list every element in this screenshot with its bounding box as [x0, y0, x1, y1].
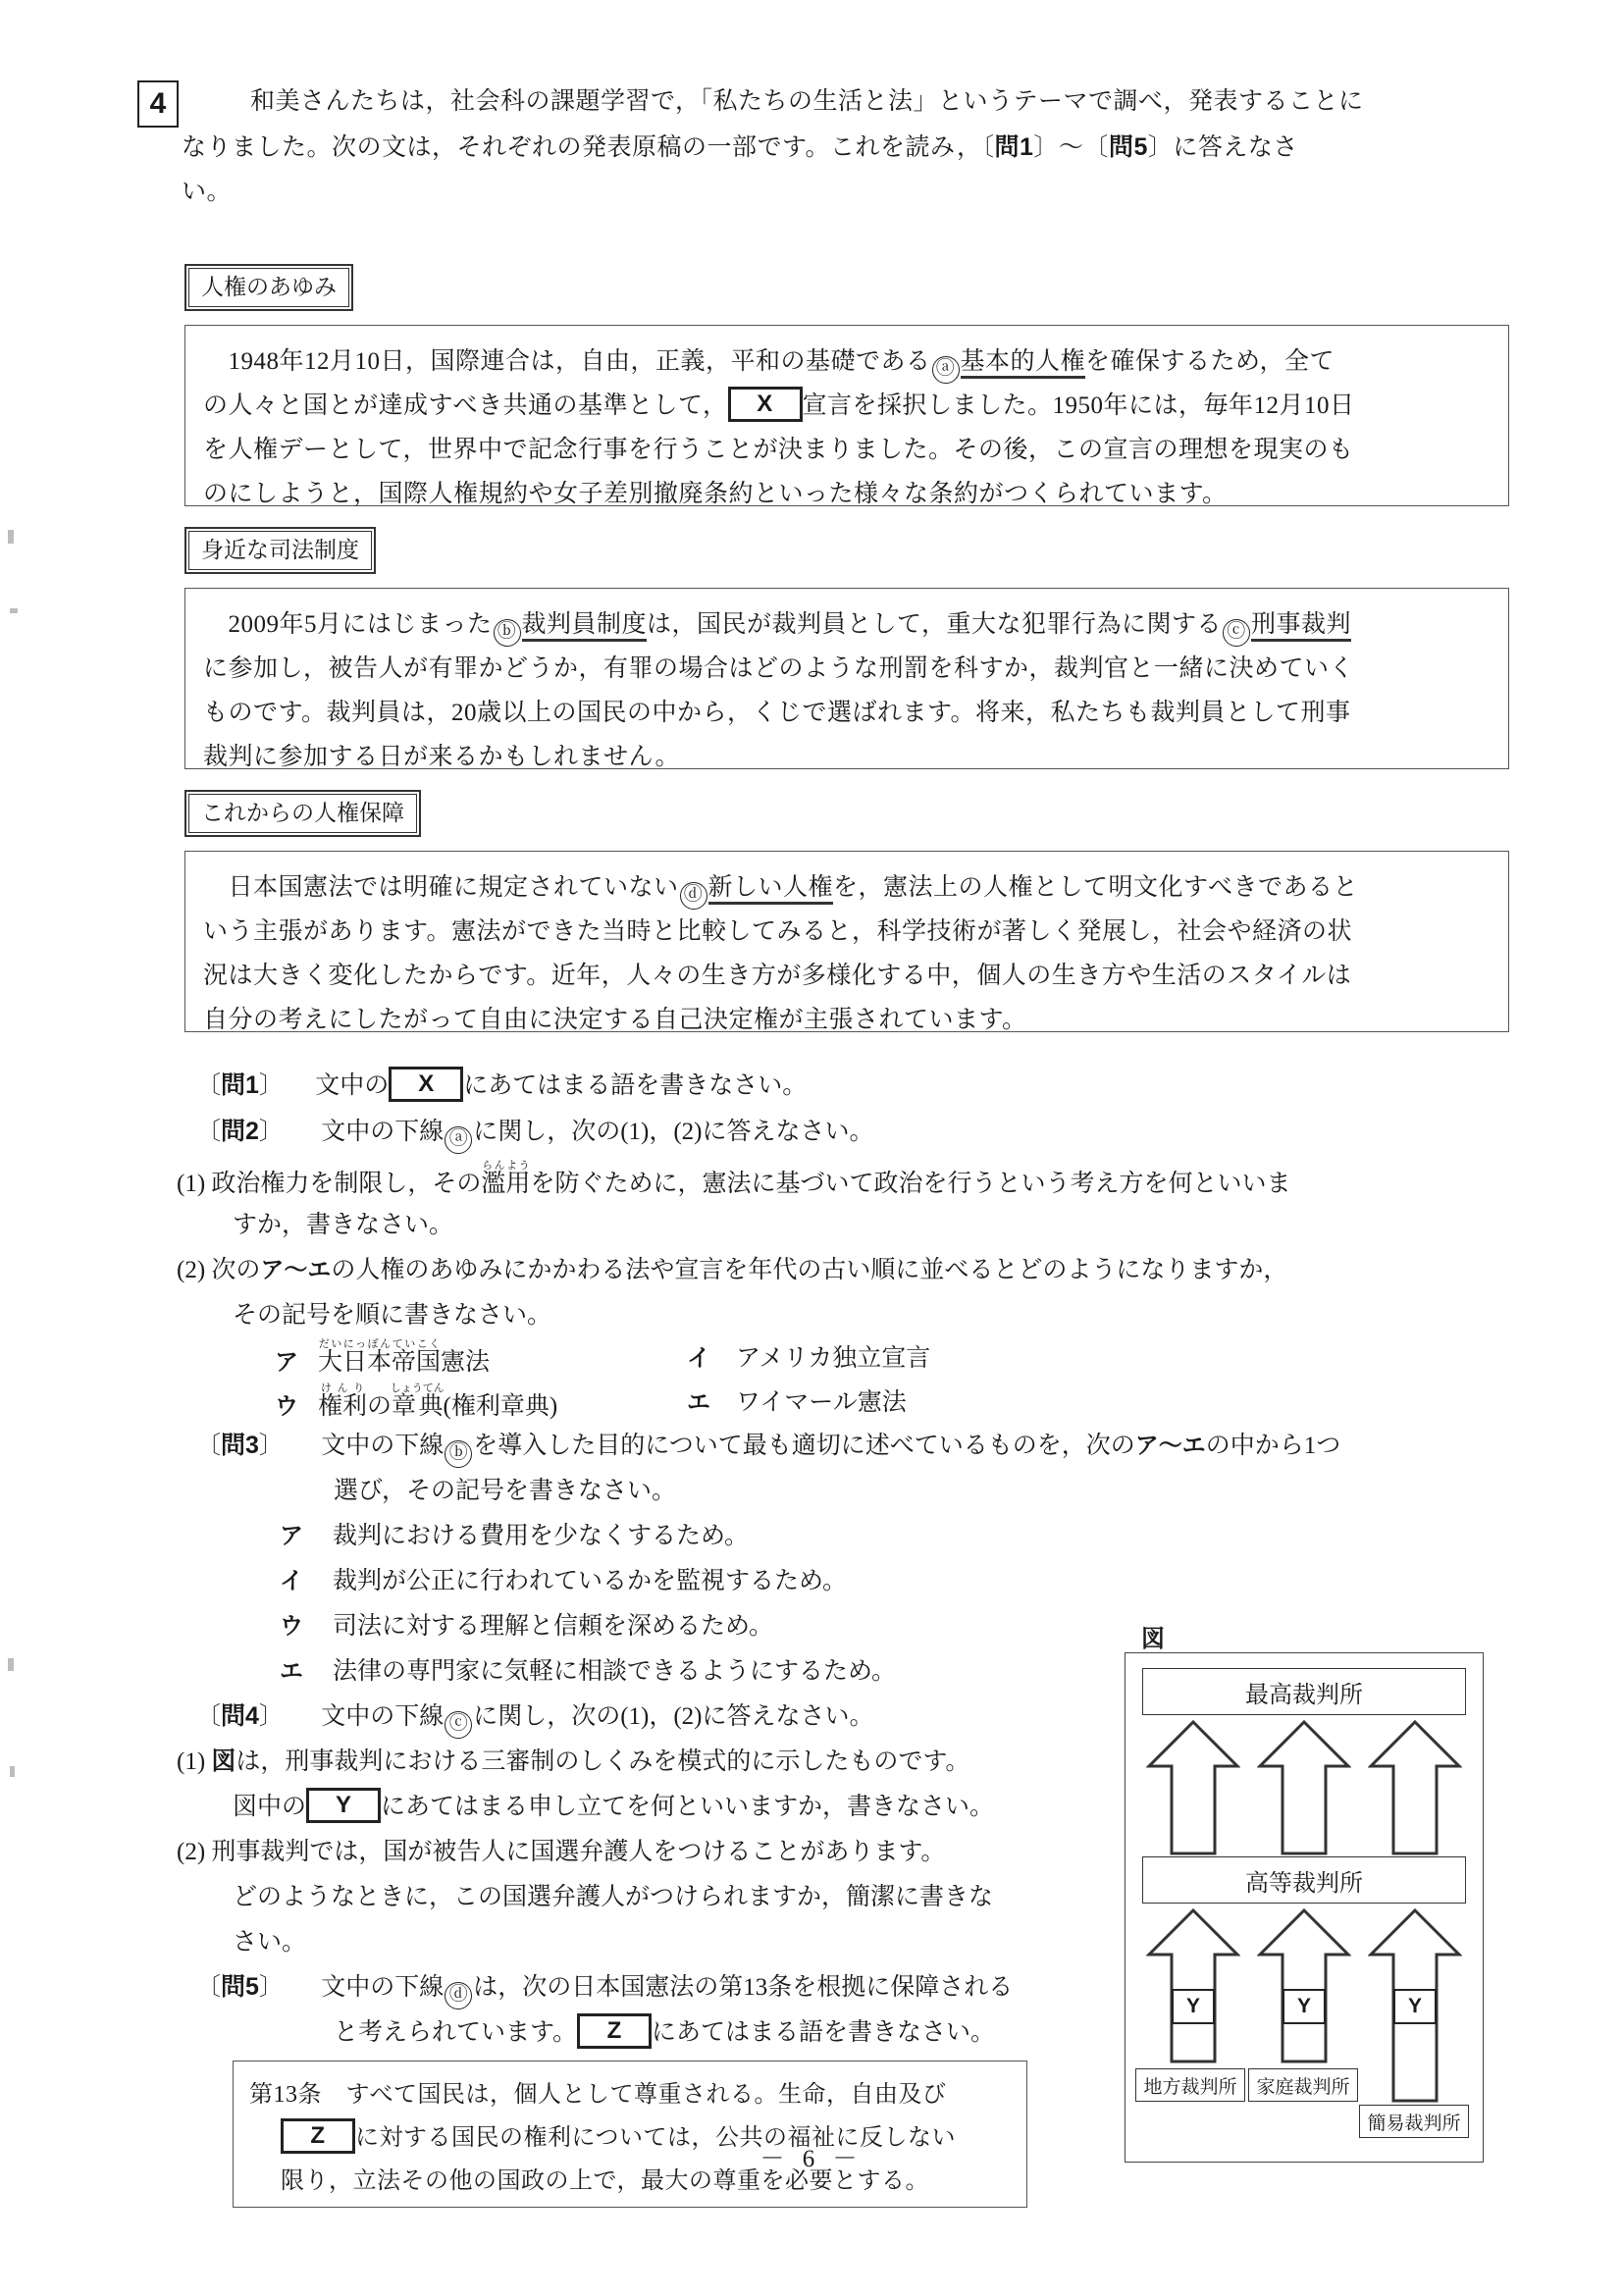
underlined-term-d: 新しい人権	[708, 874, 834, 905]
ref-marker-a: ⓐ	[445, 1126, 472, 1154]
ref-marker-b: ⓑ	[445, 1440, 472, 1468]
bracket-open: 〔	[196, 1433, 222, 1459]
passage-1-line-2	[203, 384, 1491, 428]
q2-option-a	[275, 1338, 490, 1378]
ruby-text: けんり	[318, 1383, 367, 1394]
question-1-post: にあてはまる語を書きなさい。	[463, 1072, 808, 1099]
passage-text: 1948年12月10日，国際連合は，自由，正義，平和の基礎である	[203, 348, 931, 375]
q5-text-b: は，次の日本国憲法の第13条を根拠に保障される	[473, 1974, 1014, 2001]
ref-q5: 問5	[1108, 133, 1148, 161]
passage-text: 日本国憲法では明確に規定されていない	[203, 874, 679, 901]
option-label-d: ワイマール憲法	[736, 1389, 907, 1416]
passage-3-line-2: いう主張があります。憲法ができた当時と比較してみると，科学技術が著しく発展し，社会や経済の状	[203, 918, 1353, 945]
option-label-c: 司法に対する理解と信頼を深めるため。	[333, 1613, 774, 1640]
passage-box-2	[184, 588, 1509, 769]
page-number: － 6 －	[759, 2146, 864, 2172]
ruby-base: 大日本帝国	[318, 1349, 442, 1376]
q3-option-b	[280, 1561, 847, 1596]
bracket-open: 〔	[196, 1974, 222, 2001]
q2-2-text-a: 次の	[211, 1257, 261, 1283]
blank-x-inline: X	[728, 387, 803, 422]
passage-box-1	[184, 325, 1509, 506]
intro-line-1: 和美さんたちは，社会科の課題学習で，「私たちの生活と法」というテーマで調べ，発表することに	[250, 88, 1364, 115]
q2-2-text-c: の人権のあゆみにかかわる法や宣言を年代の古い順に並べるとどのようになりますか，	[331, 1257, 1288, 1283]
q5-text-2b: にあてはまる語を書きなさい。	[652, 2019, 996, 2046]
question-group-number: 4	[137, 80, 179, 128]
passage-text: を，憲法上の人権として明文化すべきであると	[833, 874, 1359, 901]
question-4-sub-2-line-1	[177, 1832, 945, 1867]
question-2-label: 問2	[221, 1118, 259, 1145]
q2-option-c	[275, 1383, 557, 1422]
ref-marker-c: ⓒ	[445, 1711, 472, 1739]
section-chip-2	[184, 527, 376, 574]
option-label-d: 法律の専門家に気軽に相談できるようにするため。	[333, 1658, 897, 1685]
passage-2-line-1	[203, 602, 1491, 647]
passage-1-line-3: を人権デーとして，世界中で記念行事を行うことが決まりました。その後，この宣言の理想を現実のも	[203, 437, 1354, 463]
passage-box-3	[184, 851, 1509, 1032]
intro-line-2-c: 〕～〔	[1033, 134, 1109, 161]
intro-line-2	[182, 126, 1298, 170]
q3-option-d	[280, 1651, 896, 1687]
option-mark-c: ウ	[280, 1613, 303, 1640]
underlined-term-b: 裁判員制度	[522, 611, 648, 642]
court-family: 家庭裁判所	[1248, 2068, 1358, 2102]
passage-2-line-3: ものです。裁判員は，20歳以上の国民の中から，くじで選ばれます。将来，私たちも裁判員として刑事	[203, 700, 1351, 726]
question-2	[196, 1112, 874, 1154]
option-label-a: 裁判における費用を少なくするため。	[333, 1523, 750, 1549]
underlined-term-c: 刑事裁判	[1251, 611, 1351, 642]
option-range: ア～エ	[1134, 1433, 1206, 1459]
question-3	[196, 1426, 1340, 1468]
bracket-close: 〕	[258, 1072, 284, 1099]
court-summary: 簡易裁判所	[1359, 2105, 1469, 2138]
ref-marker-b: ⓑ	[494, 619, 521, 647]
appeal-arrow-upper-1	[1146, 1719, 1240, 1856]
ruby-dainippon	[318, 1338, 442, 1376]
bracket-close: 〕	[258, 1119, 284, 1145]
ruby-text: らんよう	[481, 1160, 531, 1172]
question-5-label: 問5	[221, 1973, 259, 2001]
scan-speck	[8, 1658, 14, 1671]
bracket-open: 〔	[196, 1703, 222, 1730]
q4-text-b: に関し，次の(1)，(2)に答えなさい。	[473, 1703, 874, 1730]
option-mark-c: ウ	[275, 1393, 298, 1420]
article-line-2-text: に対する国民の権利については，公共の福祉に反しない	[355, 2125, 957, 2151]
question-5-line-2	[334, 2012, 995, 2049]
option-tail: (権利章典)	[443, 1393, 558, 1420]
passage-text: は，国民が裁判員として，重大な犯罪行為に関する	[647, 611, 1223, 638]
question-1-pre: 文中の	[315, 1072, 390, 1099]
ruby-base: 章典	[390, 1393, 445, 1420]
figure-label: 図	[1141, 1626, 1165, 1652]
question-2-sub-2-line-2: その記号を順に書きなさい。	[233, 1302, 552, 1329]
question-4-sub-2-line-2: どのようなときに，この国選弁護人がつけられますか，簡潔に書きな	[233, 1884, 994, 1910]
question-4	[196, 1696, 874, 1739]
q3-text-d: の中から1つ	[1205, 1433, 1341, 1459]
blank-z-q5: Z	[577, 2013, 652, 2049]
passage-3-line-4: 自分の考えにしたがって自由に決定する自己決定権が主張されています。	[203, 1007, 1027, 1033]
question-4-sub-1-line-2	[233, 1787, 994, 1823]
q5-text-2a: と考えられています。	[334, 2019, 578, 2046]
ref-marker-d: ⓓ	[680, 882, 707, 910]
option-label-c	[318, 1383, 558, 1420]
q3-text-a: 文中の下線	[321, 1433, 445, 1459]
q2-option-b	[687, 1338, 930, 1374]
ruby-kenri	[318, 1383, 368, 1420]
question-2-text-b: に関し，次の(1)，(2)に答えなさい。	[473, 1119, 874, 1145]
blank-y-diagram-2: Y	[1283, 1989, 1326, 2024]
passage-text: を確保するため，全て	[1085, 348, 1335, 375]
section-chip-1-label: 人権のあゆみ	[188, 268, 349, 307]
question-1-label: 問1	[221, 1071, 259, 1099]
bracket-open: 〔	[196, 1072, 222, 1099]
underlined-term-a: 基本的人権	[961, 348, 1086, 379]
option-label-a	[318, 1338, 491, 1376]
option-mark-b: イ	[687, 1345, 710, 1372]
option-tail: 憲法	[441, 1349, 491, 1376]
appeal-arrow-upper-2	[1257, 1719, 1351, 1856]
court-supreme: 最高裁判所	[1142, 1668, 1466, 1715]
ruby-text: だいにっぽんていこく	[318, 1338, 441, 1350]
q4-1-text-a: 図中の	[233, 1794, 307, 1820]
bracket-close: 〕	[258, 1703, 284, 1730]
sub-number: (2)	[177, 1257, 206, 1283]
sub-number: (1)	[177, 1748, 206, 1775]
option-label-b: アメリカ独立宣言	[736, 1345, 931, 1372]
sub-number: (2)	[177, 1839, 206, 1865]
question-3-label: 問3	[221, 1432, 259, 1459]
intro-line-3: い。	[182, 179, 233, 205]
q4-text-a: 文中の下線	[321, 1703, 445, 1730]
option-range: ア～エ	[260, 1257, 332, 1283]
ruby-ranyou	[481, 1160, 531, 1197]
option-mid: の	[367, 1393, 393, 1420]
question-4-sub-1-line-1	[177, 1742, 969, 1777]
bracket-close: 〕	[258, 1974, 284, 2001]
section-chip-3	[184, 790, 421, 837]
ruby-base: 権利	[318, 1393, 368, 1420]
question-1	[196, 1066, 807, 1102]
ruby-base: 濫用	[481, 1171, 531, 1197]
section-chip-2-label: 身近な司法制度	[188, 531, 372, 570]
scan-speck	[10, 608, 18, 613]
passage-3-line-1	[203, 865, 1491, 910]
intro-line-2-e: 〕に答えなさ	[1147, 134, 1298, 161]
q2-1-text-b: を防ぐために，憲法に基づいて政治を行うという考え方を何といいま	[530, 1171, 1291, 1197]
passage-text: 宣言を採択しました。1950年には，毎年12月10日	[802, 392, 1355, 419]
passage-text: の人々と国とが達成すべき共通の基準として，	[203, 392, 728, 419]
passage-1-line-1	[203, 339, 1491, 384]
q4-2-text-1: 刑事裁判では，国が被告人に国選弁護人をつけることがあります。	[211, 1839, 946, 1865]
passage-text: 2009年5月にはじまった	[203, 611, 493, 638]
q2-1-text-a: 政治権力を制限し，その	[211, 1171, 482, 1197]
passage-1-line-4: のにしようと，国際人権規約や女子差別撤廃条約といった様々な条約がつくられています。	[203, 481, 1228, 507]
passage-2-line-2: に参加し，被告人が有罪かどうか，有罪の場合はどのような刑罰を科すか，裁判官と一緒に決めていく	[203, 655, 1355, 682]
sub-number: (1)	[177, 1171, 206, 1197]
intro-line-2-a: なりました。次の文は，それぞれの発表原稿の一部です。これを読み，〔	[182, 134, 995, 161]
blank-y-q4: Y	[306, 1788, 381, 1823]
ruby-text: しょうてん	[390, 1383, 445, 1394]
blank-y-diagram-3: Y	[1393, 1989, 1437, 2024]
ref-marker-a: ⓐ	[932, 356, 960, 384]
ref-marker-c: ⓒ	[1223, 619, 1250, 647]
scan-speck	[8, 530, 14, 544]
scan-speck	[10, 1766, 15, 1777]
court-district: 地方裁判所	[1135, 2068, 1245, 2102]
q3-option-a	[280, 1516, 749, 1551]
question-2-sub-1-line-1	[177, 1160, 1290, 1199]
q5-text-a: 文中の下線	[321, 1974, 445, 2001]
ref-marker-d: ⓓ	[445, 1982, 472, 2009]
blank-z-article: Z	[281, 2118, 355, 2154]
article-13-box	[233, 2061, 1027, 2208]
q3-option-c	[280, 1606, 773, 1642]
question-2-text-a: 文中の下線	[321, 1119, 445, 1145]
appeal-arrow-upper-3	[1368, 1719, 1462, 1856]
section-chip-3-label: これからの人権保障	[188, 794, 417, 833]
passage-2-line-4: 裁判に参加する日が来るかもしれません。	[203, 744, 681, 770]
court-high: 高等裁判所	[1142, 1856, 1466, 1904]
option-mark-d: エ	[280, 1658, 303, 1685]
ref-q1: 問1	[994, 133, 1034, 161]
bracket-open: 〔	[196, 1119, 222, 1145]
option-mark-b: イ	[280, 1568, 303, 1594]
question-2-sub-1-line-2: すか，書きなさい。	[233, 1212, 454, 1238]
blank-x-q1: X	[389, 1067, 463, 1102]
option-mark-d: エ	[687, 1389, 710, 1416]
question-3-line-2: 選び，その記号を書きなさい。	[334, 1478, 677, 1504]
q3-text-b: を導入した目的について最も適切に述べているものを，次の	[473, 1433, 1135, 1459]
q2-option-d	[687, 1383, 907, 1418]
question-4-sub-2-line-3: さい。	[233, 1929, 307, 1956]
question-2-sub-2-line-1	[177, 1250, 1287, 1285]
figure-reference: 図	[211, 1748, 236, 1775]
question-5	[196, 1967, 1013, 2009]
q4-1-text: は，刑事裁判における三審制のしくみを模式的に示したものです。	[236, 1748, 970, 1775]
option-mark-a: ア	[280, 1523, 303, 1549]
ruby-shouten	[390, 1383, 445, 1420]
question-4-label: 問4	[221, 1702, 259, 1730]
article-line-3: 限り，立法その他の国政の上で，最大の尊重を必要とする。	[281, 2168, 930, 2194]
appeal-arrow-lower-1	[1146, 1907, 1240, 2064]
blank-y-diagram-1: Y	[1172, 1989, 1215, 2024]
section-chip-1	[184, 264, 353, 311]
appeal-arrow-lower-2	[1257, 1907, 1351, 2064]
bracket-close: 〕	[258, 1433, 284, 1459]
q4-1-text-b: にあてはまる申し立てを何といいますか，書きなさい。	[381, 1794, 995, 1820]
passage-3-line-3: 況は大きく変化したからです。近年，人々の生き方が多様化する中，個人の生き方や生活のスタイルは	[203, 963, 1352, 989]
option-label-b: 裁判が公正に行われているかを監視するため。	[333, 1568, 848, 1594]
article-line-1: 第13条 すべて国民は，個人として尊重される。生命，自由及び	[249, 2082, 947, 2108]
option-mark-a: ア	[275, 1349, 298, 1376]
